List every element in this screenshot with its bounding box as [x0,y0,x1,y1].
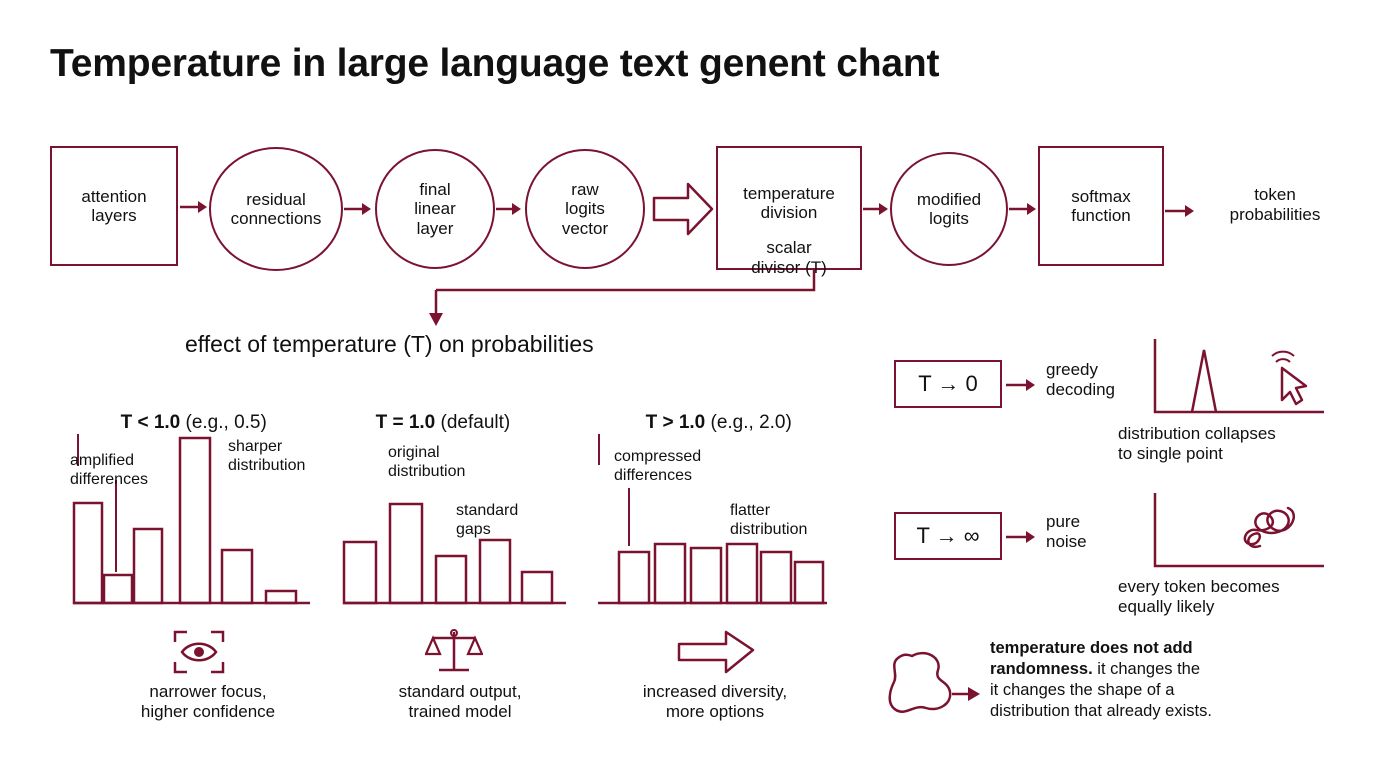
annotation-line: original [388,444,440,461]
node-line: modified [916,189,982,209]
footnote-line-rest: it changes the shape of a [990,681,1175,700]
pipeline-node-raw-logits-vector [525,149,645,269]
node-line: raw [571,180,599,200]
arrow-icon [342,198,374,220]
panel-title-rest: (e.g., 0.5) [180,412,267,433]
pipeline-node-residual-connections [209,147,343,271]
node-line: attention [81,186,147,206]
annotation-line: flatter [730,502,771,519]
limit-caption-line: distribution collapses [1118,424,1276,443]
node-line: layer [416,218,454,238]
scalar-divisor-line: divisor (T) [751,258,827,278]
limit-caption-line: every token becomes [1118,577,1280,596]
footnote-line-bold: randomness. [990,660,1093,679]
pipeline-node-attention-layers [50,146,178,266]
annotation-line: amplified [70,452,135,469]
caption-low-temperature [88,682,328,723]
blob-arrow-icon [888,648,984,730]
pipeline-node-token-probabilities [1190,185,1360,225]
arrow-icon [1004,374,1038,396]
annotation-line: distribution [388,462,466,480]
sketch-scribble-noise [1152,490,1332,574]
annotation-sharper-distribution [228,438,358,475]
effect-section-heading: effect of temperature (T) on probabilities [185,331,594,357]
node-line: connections [230,209,322,228]
limit-label-greedy-decoding [1046,360,1156,400]
footnote-text [990,638,1320,722]
caption-line: standard output, [398,682,522,701]
scales-icon [425,626,483,676]
node-line: probabilities [1229,205,1321,225]
caption-line: trained model [408,702,512,722]
annotation-line: standard [456,502,519,519]
pipeline-node-final-linear-layer [375,149,495,269]
limit-label-pure-noise [1046,512,1156,552]
node-line: division [760,203,818,223]
limit-box-t-to-zero: T → 0 [894,360,1002,408]
annotation-compressed-differences [614,448,764,485]
caption-high-temperature [595,682,835,723]
node-line: softmax [1071,186,1131,206]
pipeline-node-modified-logits [890,152,1008,266]
page-title: Temperature in large language text genent chant [50,42,940,85]
annotation-line: distribution [228,456,306,474]
annotation-line: sharper [228,438,283,455]
limit-label-line: decoding [1046,380,1116,400]
panel-title-rest: (default) [435,412,511,433]
node-line: residual [246,189,306,209]
caption-line: more options [665,702,765,722]
caption-line: increased diversity, [642,682,788,701]
pipeline-node-softmax-function [1038,146,1164,266]
node-line: vector [561,218,609,238]
node-line: logits [929,209,969,228]
footnote-line-rest: it changes the [1092,660,1201,679]
node-line: final [419,180,451,200]
node-line: function [1071,206,1131,225]
annotation-original-distribution [388,444,538,481]
footnote-line-bold: temperature does not add [990,639,1193,657]
limit-label-line: pure [1046,512,1081,531]
arrow-icon [1007,198,1039,220]
caption-default-temperature [340,682,580,723]
limit-caption-line: to single point [1118,444,1223,464]
arrow-icon [494,198,524,220]
arrow-icon [1004,526,1038,548]
eye-focus-icon [172,628,226,676]
footnote-line-rest: distribution that already exists. [990,702,1212,721]
diversity-arrow-icon [676,630,756,676]
limit-caption-line: equally likely [1118,597,1215,617]
annotation-line: gaps [456,520,491,538]
panel-title-bold: T = 1.0 [375,412,436,433]
arrow-icon [861,198,891,220]
node-line: logits [565,199,605,219]
annotation-line: compressed [614,448,702,465]
node-line: linear [414,199,456,219]
annotation-flatter-distribution [730,502,870,539]
panel-title-bold: T > 1.0 [645,412,706,433]
annotation-line: distribution [730,520,808,538]
arrow-icon [178,196,210,218]
node-line: token [1254,185,1296,204]
panel-title-rest: (e.g., 2.0) [705,412,792,433]
node-line: layers [91,206,137,225]
annotation-standard-gaps [456,502,576,539]
annotation-line: differences [70,470,148,488]
panel-title-bold: T < 1.0 [120,412,181,433]
caption-line: narrower focus, [149,682,267,701]
block-arrow-icon [650,176,716,242]
limit-box-t-to-infinity: T → ∞ [894,512,1002,560]
node-line: temperature [743,184,835,203]
caption-line: higher confidence [140,702,276,722]
annotation-amplified-differences [70,452,190,489]
limit-caption-t-to-infinity [1118,577,1338,617]
annotation-line: differences [614,466,692,484]
scalar-divisor-line: scalar [766,238,812,257]
limit-label-line: noise [1046,532,1087,552]
elbow-connector-arrow-icon [420,268,820,330]
limit-label-line: greedy [1046,360,1098,379]
sketch-spike-with-cursor [1152,336,1332,420]
limit-caption-t-to-zero [1118,424,1338,464]
